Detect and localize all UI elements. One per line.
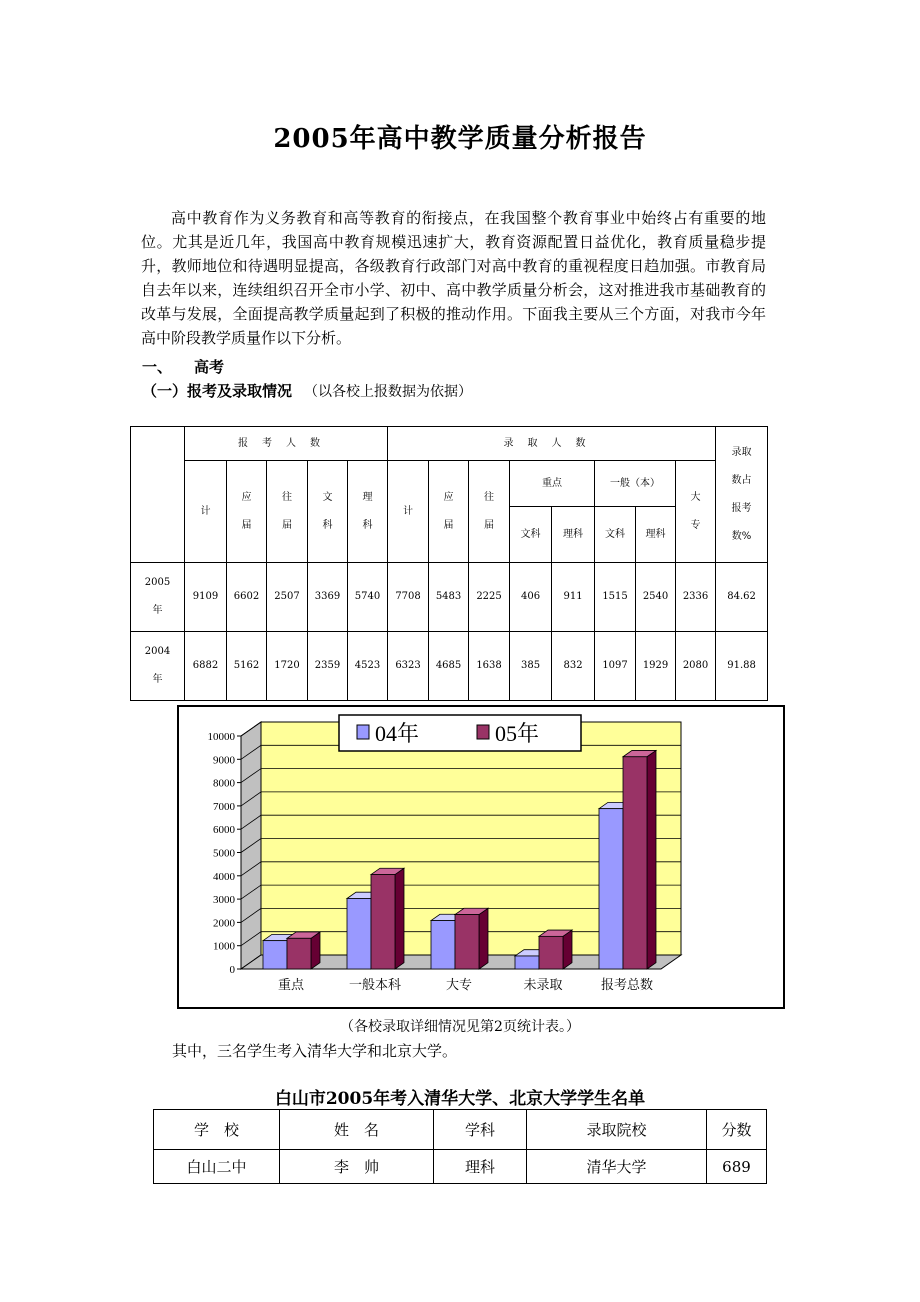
subsection-label: （一）报考及录取情况 (142, 382, 293, 400)
cell: 清华大学 (527, 1150, 707, 1184)
header-admit-past: 往 届 (469, 461, 510, 563)
cell: 84.62 (716, 563, 768, 632)
legend-label: 04年 (375, 721, 420, 746)
subsection-note: （以各校上报数据为依据） (304, 384, 473, 400)
bar (347, 898, 371, 969)
x-tick-label: 报考总数 (600, 977, 654, 992)
cell: 385 (510, 632, 552, 701)
bar-side (395, 868, 404, 969)
cell: 911 (552, 563, 595, 632)
col-header: 分数 (707, 1110, 767, 1150)
chart-caption: （各校录取详细情况见第2页统计表。） (340, 1019, 580, 1035)
admission-stats-table (130, 426, 768, 701)
row-year: 2005 年 (131, 563, 185, 632)
header-general-arts: 文科 (595, 507, 636, 563)
header-general: 一般（本） (595, 461, 676, 507)
y-tick-label: 8000 (213, 777, 235, 790)
x-tick-label: 一般本科 (348, 977, 402, 992)
cell: 1515 (595, 563, 636, 632)
table-header-row (154, 1110, 767, 1150)
header-ratio: 录取 数占 报考 数% (716, 427, 768, 563)
header-report-past: 往 届 (267, 461, 308, 563)
cell: 2540 (636, 563, 676, 632)
bar (515, 956, 539, 969)
cell: 1720 (267, 632, 308, 701)
cell: 91.88 (716, 632, 768, 701)
cell: 2359 (308, 632, 348, 701)
header-college: 大 专 (676, 461, 716, 563)
cell: 7708 (388, 563, 429, 632)
chart-svg (179, 707, 783, 1007)
cell: 4685 (429, 632, 469, 701)
y-tick-label: 5000 (213, 847, 235, 860)
bar (431, 921, 455, 969)
page-title: 2005年高中教学质量分析报告 (273, 124, 647, 154)
section-number: 一、 (142, 358, 173, 376)
bar (263, 941, 287, 969)
cell: 5483 (429, 563, 469, 632)
header-report-sci: 理 科 (348, 461, 388, 563)
bar-side (479, 908, 488, 969)
y-tick-label: 4000 (213, 870, 235, 883)
cell: 689 (707, 1150, 767, 1184)
header-report-arts: 文 科 (308, 461, 348, 563)
cell: 6602 (227, 563, 267, 632)
cell: 李 帅 (280, 1150, 434, 1184)
header-key-arts: 文科 (510, 507, 552, 563)
cell: 5162 (227, 632, 267, 701)
legend-swatch (357, 725, 369, 739)
y-tick-label: 6000 (213, 824, 235, 837)
bar (623, 757, 647, 969)
cell: 2336 (676, 563, 716, 632)
cell: 1097 (595, 632, 636, 701)
cell: 9109 (185, 563, 227, 632)
header-key-sci: 理科 (552, 507, 595, 563)
x-tick-label: 未录取 (523, 977, 563, 992)
col-header: 姓 名 (280, 1110, 434, 1150)
body-paragraph-2: 其中，三名学生考入清华大学和北京大学。 (172, 1042, 458, 1060)
cell: 2507 (267, 563, 308, 632)
legend-label: 05年 (495, 721, 540, 746)
cell: 4523 (348, 632, 388, 701)
bar (287, 938, 311, 969)
cell: 白山二中 (154, 1150, 280, 1184)
cell: 832 (552, 632, 595, 701)
table-row (154, 1150, 767, 1184)
cell: 5740 (348, 563, 388, 632)
header-admit-count: 录取人数 (388, 427, 716, 461)
legend-swatch (477, 725, 489, 739)
cell: 理科 (434, 1150, 527, 1184)
bar (599, 809, 623, 969)
bar (455, 915, 479, 969)
subsection-heading (142, 380, 472, 401)
col-header: 学 校 (154, 1110, 280, 1150)
y-tick-label: 3000 (213, 894, 235, 907)
section-heading-gaokao (142, 356, 224, 377)
list-title: 白山市2005年考入清华大学、北京大学学生名单 (274, 1089, 646, 1109)
bar (371, 875, 395, 969)
row-year: 2004 年 (131, 632, 185, 701)
bar (539, 936, 563, 969)
cell: 3369 (308, 563, 348, 632)
y-tick-label: 9000 (213, 754, 235, 767)
cell: 406 (510, 563, 552, 632)
corner-cell (131, 427, 185, 563)
y-tick-label: 1000 (213, 940, 235, 953)
x-tick-label: 大专 (445, 977, 473, 992)
x-tick-label: 重点 (277, 977, 305, 992)
cell: 1929 (636, 632, 676, 701)
col-header: 学科 (434, 1110, 527, 1150)
cell: 2225 (469, 563, 510, 632)
students-table (153, 1109, 767, 1184)
cell: 1638 (469, 632, 510, 701)
y-tick-label: 2000 (213, 917, 235, 930)
header-report-count: 报考人数 (185, 427, 388, 461)
header-general-sci: 理科 (636, 507, 676, 563)
cell: 2080 (676, 632, 716, 701)
section-label: 高考 (194, 358, 225, 376)
admission-bar-chart (177, 705, 785, 1009)
cell: 6323 (388, 632, 429, 701)
y-tick-label: 10000 (207, 731, 235, 743)
table-row (131, 632, 768, 701)
header-key: 重点 (510, 461, 595, 507)
y-tick-label: 0 (229, 964, 235, 976)
intro-paragraph: 高中教育作为义务教育和高等教育的衔接点，在我国整个教育事业中始终占有重要的地位。尤其是近几年，我国高中教育规模迅速扩大，教育资源配置日益优化，教育质量稳步提升，教师地位和待遇明显提高，各级教育行政部门对高中教育的重视程度日趋加强。市教育局自去年以来，连续组织召开全市小学、初中、高中教学质量分析会，这对推进我市基础教育的改革与发展，全面提高教学质量起到了积极的推动作用。下面我主要从三个方面，对我市今年高中阶段教学质量作以下分析。 (141, 209, 766, 347)
header-admit-total: 计 (388, 461, 429, 563)
table-row (131, 563, 768, 632)
cell: 6882 (185, 632, 227, 701)
col-header: 录取院校 (527, 1110, 707, 1150)
header-admit-fresh: 应 届 (429, 461, 469, 563)
bar-side (647, 750, 656, 969)
header-report-fresh: 应 届 (227, 461, 267, 563)
y-tick-label: 7000 (213, 800, 235, 813)
header-report-total: 计 (185, 461, 227, 563)
